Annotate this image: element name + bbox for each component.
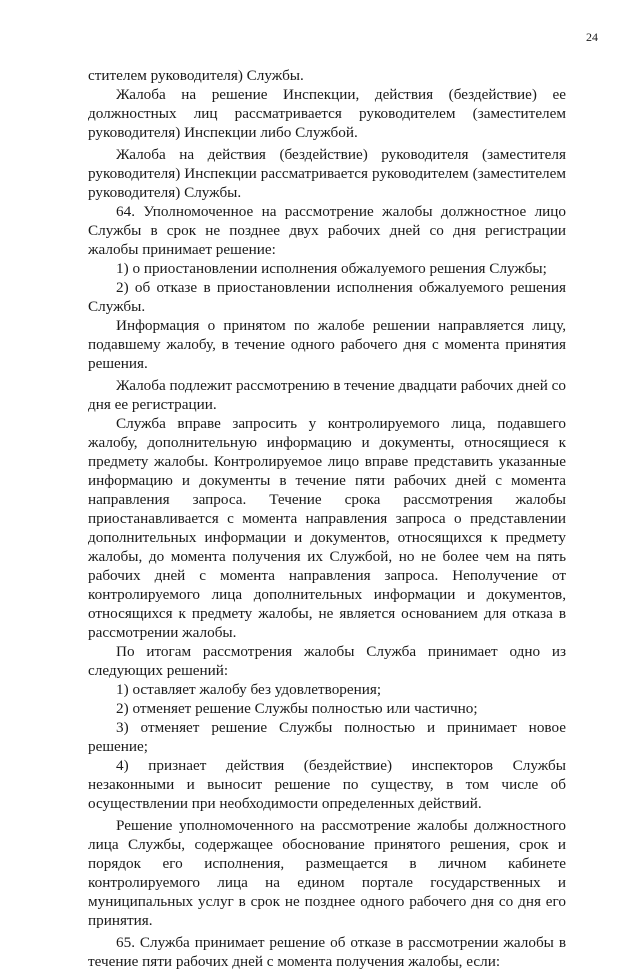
list-item-result-3: 3) отменяет решение Службы полностью и принимает новое решение; bbox=[88, 719, 566, 755]
paragraph-65: 65. Служба принимает решение об отказе в рассмотрении жалобы в течение пяти рабочих дней с момента получения жалобы, если: bbox=[88, 934, 566, 970]
paragraph-review-period: Жалоба подлежит рассмотрению в течение двадцати рабочих дней со дня ее регистрации. bbox=[88, 377, 566, 413]
paragraph-decision-publication: Решение уполномоченного на рассмотрение жалобы должностного лица Службы, содержащее обоснование принятого решения, срок и порядок его исполнения, размещается в личном кабинете контролируемого лица на едином портале государственных и муниципальных услуг в срок не позднее одного рабочего дня со дня его принятия. bbox=[88, 817, 566, 929]
paragraph-head-complaint: Жалоба на действия (бездействие) руководителя (заместителя руководителя) Инспекции рассматривается руководителем (заместителем руководителя) Службы. bbox=[88, 146, 566, 201]
paragraph-decision-info: Информация о принятом по жалобе решении направляется лицу, подавшему жалобу, в течение одного рабочего дня с момента принятия решения. bbox=[88, 317, 566, 372]
list-item-result-4: 4) признает действия (бездействие) инспекторов Службы незаконными и выносит решение по существу, в том числе об осуществлении при необходимости определенных действий. bbox=[88, 757, 566, 812]
paragraph-inspection-complaint: Жалоба на решение Инспекции, действия (бездействие) ее должностных лиц рассматривается руководителем (заместителем руководителя) Инспекции либо Службой. bbox=[88, 86, 566, 141]
page-number: 24 bbox=[586, 30, 598, 44]
list-item-result-1: 1) оставляет жалобу без удовлетворения; bbox=[116, 681, 382, 698]
paragraph-review-results: По итогам рассмотрения жалобы Служба принимает одно из следующих решений: bbox=[88, 643, 566, 679]
list-item-result-2: 2) отменяет решение Службы полностью или частично; bbox=[116, 700, 478, 717]
paragraph-64: 64. Уполномоченное на рассмотрение жалобы должностное лицо Службы в срок не позднее двух рабочих дней со дня регистрации жалобы принимает решение: bbox=[88, 203, 566, 258]
document-body bbox=[88, 66, 566, 971]
list-item-64-1: 1) о приостановлении исполнения обжалуемого решения Службы; bbox=[116, 260, 547, 277]
paragraph-continuation: стителем руководителя) Службы. bbox=[88, 67, 304, 84]
paragraph-additional-info: Служба вправе запросить у контролируемого лица, подавшего жалобу, дополнительную информацию и документы, относящиеся к предмету жалобы. Контролируемое лицо вправе представить указанные информацию и документы в течение пяти рабочих дней с момента направления запроса. Течение срока рассмотрения жалобы приостанавливается с момента направления запроса о представлении дополнительных информации и документов, относящихся к предмету жалобы, до момента получения их Службой, но не более чем на пять рабочих дней с момента направления запроса. Неполучение от контролируемого лица дополнительных информации и документов, относящихся к предмету жалобы, не является основанием для отказа в рассмотрении жалобы. bbox=[88, 415, 566, 641]
list-item-64-2: 2) об отказе в приостановлении исполнения обжалуемого решения Службы. bbox=[88, 279, 566, 315]
